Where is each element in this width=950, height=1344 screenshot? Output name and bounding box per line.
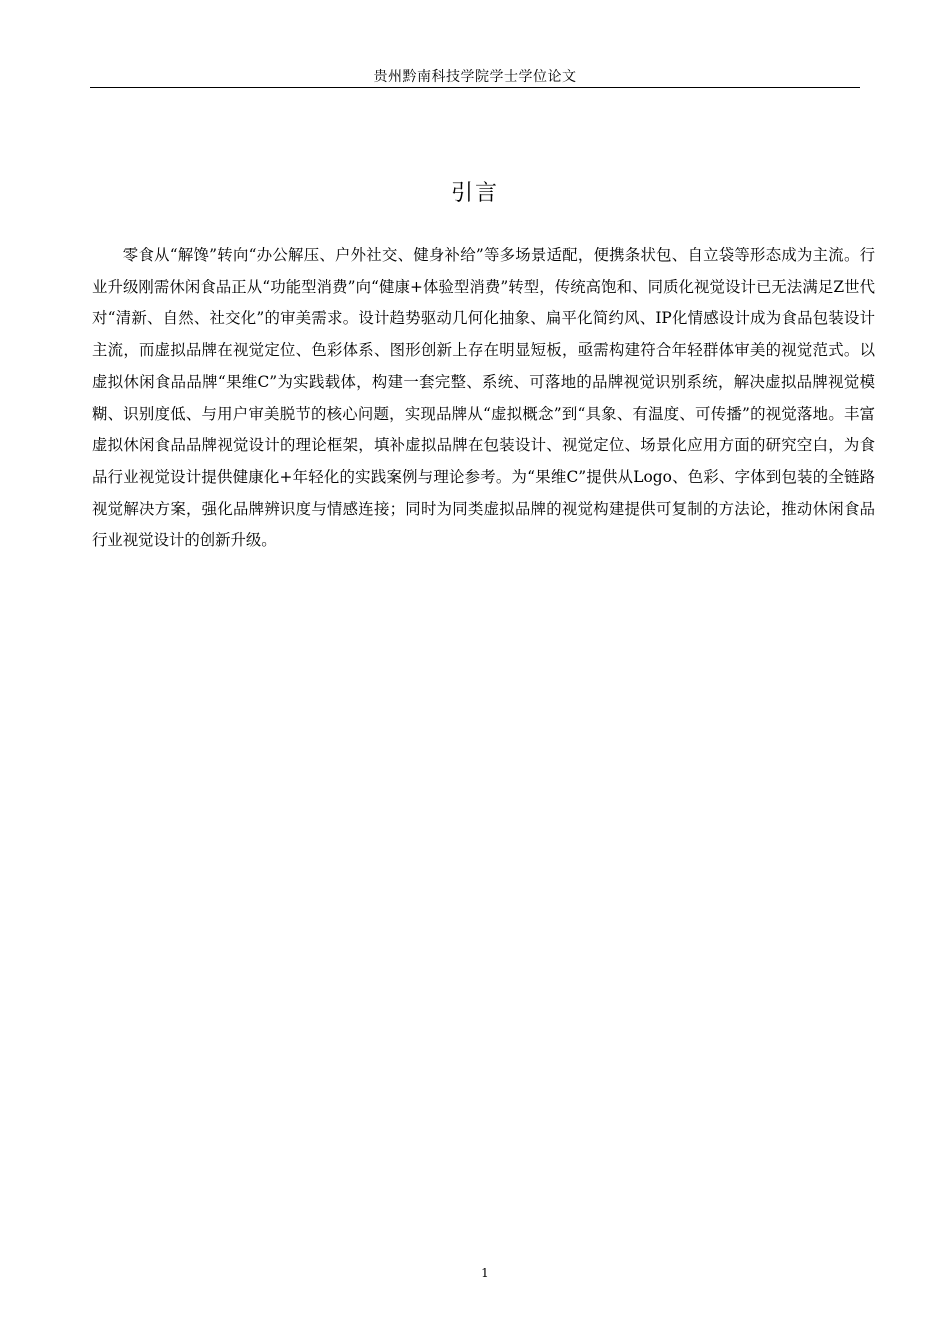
page-number: 1 bbox=[481, 1266, 489, 1280]
running-header: 贵州黔南科技学院学士学位论文 bbox=[373, 69, 577, 85]
header-divider bbox=[90, 87, 860, 88]
section-title: 引言 bbox=[450, 181, 499, 206]
body-paragraph: 零食从“解馋”转向“办公解压、户外社交、健身补给”等多场景适配，便携条状包、自立袋等形态成为主流。行业升级刚需休闲食品正从“功能型消费”向“健康+体验型消费”转型，传统高饱和、同质化视觉设计已无法满足Z世代对“清新、自然、社交化”的审美需求。设计趋势驱动几何化抽象、扁平化简约风、IP化情感设计成为食品包装设计主流，而虚拟品牌在视觉定位、色彩体系、图形创新上存在明显短板，亟需构建符合年轻群体审美的视觉范式。以虚拟休闲食品品牌“果维C”为实践载体，构建一套完整、系统、可落地的品牌视觉识别系统，解决虚拟品牌视觉模糊、识别度低、与用户审美脱节的核心问题，实现品牌从“虚拟概念”到“具象、有温度、可传播”的视觉落地。丰富虚拟休闲食品品牌视觉设计的理论框架，填补虚拟品牌在包装设计、视觉定位、场景化应用方面的研究空白，为食品行业视觉设计提供健康化+年轻化的实践案例与理论参考。为“果维C”提供从Logo、色彩、字体到包装的全链路视觉解决方案，强化品牌辨识度与情感连接；同时为同类虚拟品牌的视觉构建提供可复制的方法论，推动休闲食品行业视觉设计的创新升级。 bbox=[92, 246, 875, 550]
